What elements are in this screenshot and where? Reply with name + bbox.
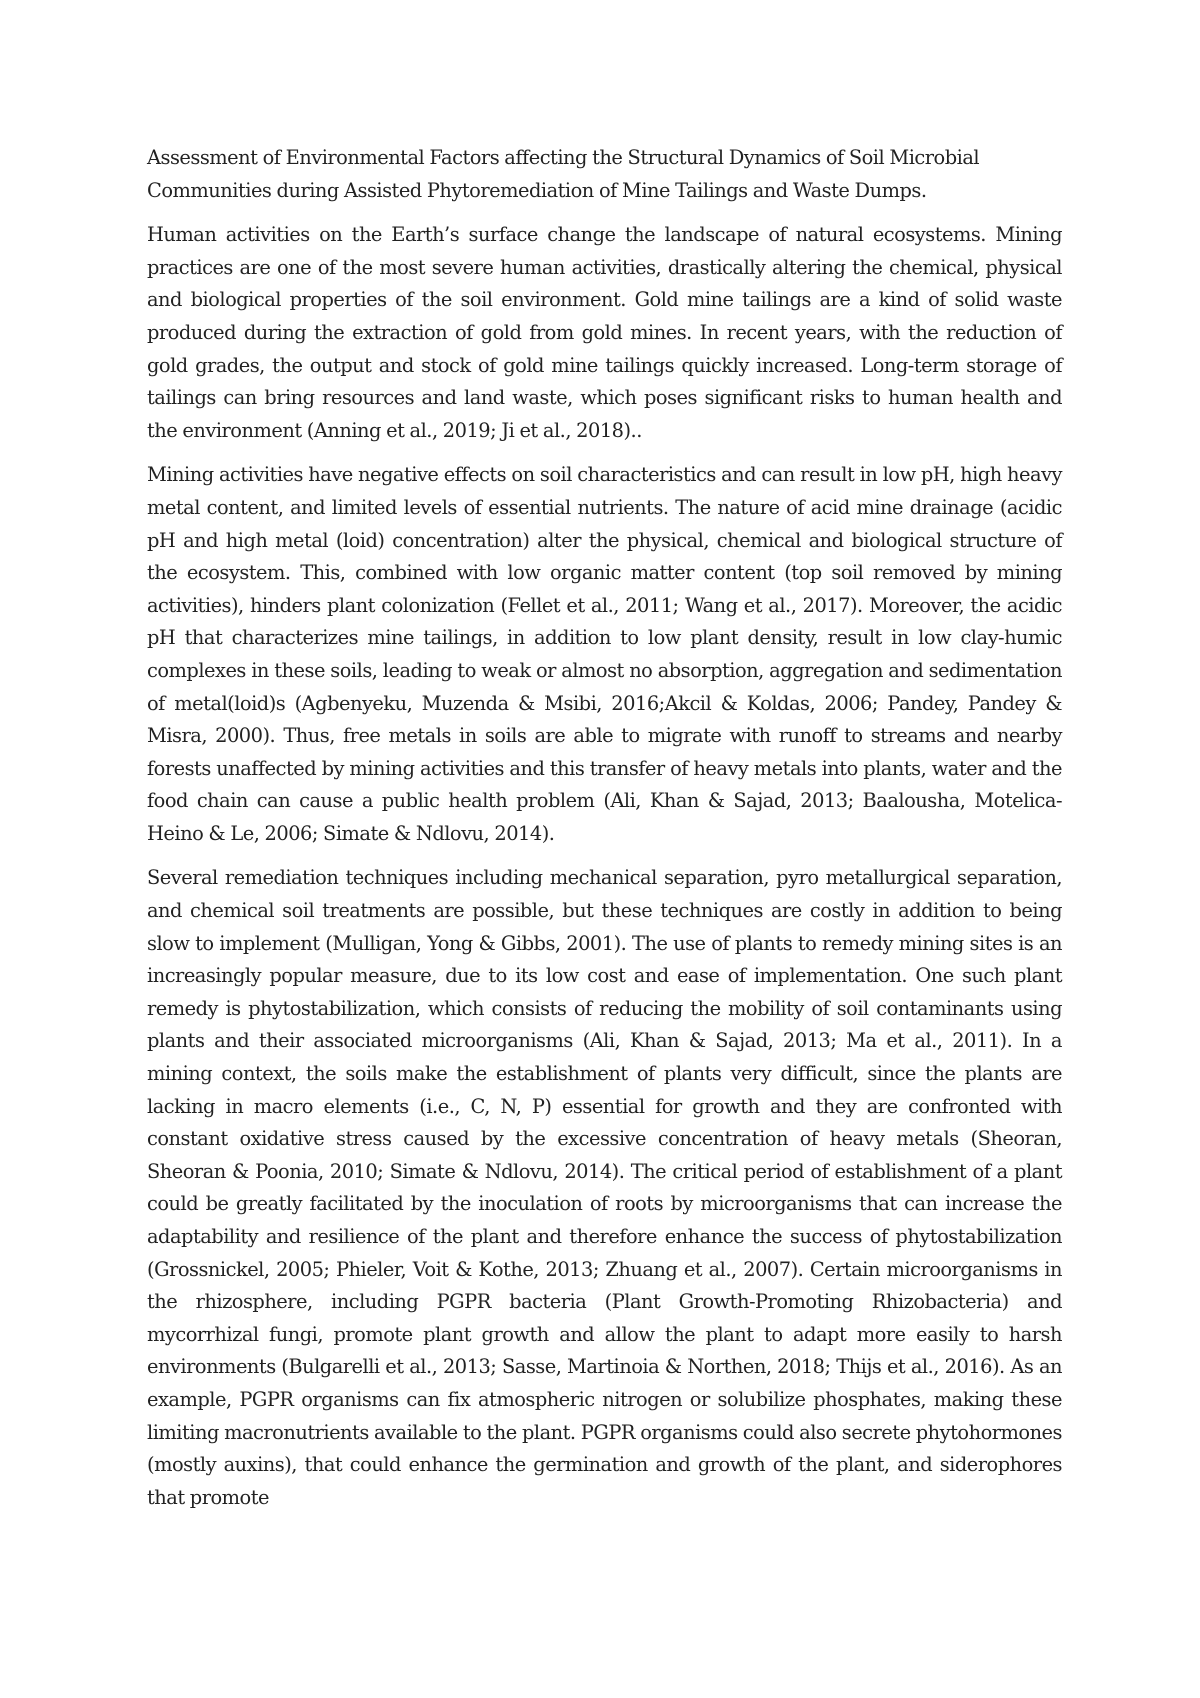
paragraph-human-activities: Human activities on the Earth’s surface change the landscape of natural ecosystems. Mining practices are one of the most severe human activities, drastically altering the chemical, physical and biological properties of the soil environment. Gold mine tailings are a kind of solid waste produced during the extraction of gold from gold mines. In recent years, with the reduction of gold grades, the output and stock of gold mine tailings quickly increased. Long-term storage of tailings can bring resources and land waste, which poses significant risks to human health and the environment (Anning et al., 2019; Ji et al., 2018).. xyxy=(147,223,1062,442)
document-page xyxy=(147,142,1062,1526)
paragraph-remediation-techniques: Several remediation techniques including mechanical separation, pyro metallurgical separation, and chemical soil treatments are possible, but these techniques are costly in addition to being slow to implement (Mulligan, Yong & Gibbs, 2001). The use of plants to remedy mining sites is an increasingly popular measure, due to its low cost and ease of implementation. One such plant remedy is phytostabilization, which consists of reducing the mobility of soil contaminants using plants and their associated microorganisms (Ali, Khan & Sajad, 2013; Ma et al., 2011). In a mining context, the soils make the establishment of plants very difficult, since the plants are lacking in macro elements (i.e., C, N, P) essential for growth and they are confronted with constant oxidative stress caused by the excessive concentration of heavy metals (Sheoran, Sheoran & Poonia, 2010; Simate & Ndlovu, 2014). The critical period of establishment of a plant could be greatly facilitated by the inoculation of roots by microorganisms that can increase the adaptability and resilience of the plant and therefore enhance the success of phytostabilization (Grossnickel, 2005; Phieler, Voit & Kothe, 2013; Zhuang et al., 2007). Certain microorganisms in the rhizosphere, including PGPR bacteria (Plant Growth-Promoting Rhizobacteria) and mycorrhizal fungi, promote plant growth and allow the plant to adapt more easily to harsh environments (Bulgarelli et al., 2013; Sasse, Martinoia & Northen, 2018; Thijs et al., 2016). As an example, PGPR organisms can fix atmospheric nitrogen or solubilize phosphates, making these limiting macronutrients available to the plant. PGPR organisms could also secrete phytohormones (mostly auxins), that could enhance the germination and growth of the plant, and siderophores that promote xyxy=(147,866,1062,1509)
paragraph-mining-effects: Mining activities have negative effects on soil characteristics and can result in low pH, high heavy metal content, and limited levels of essential nutrients. The nature of acid mine drainage (acidic pH and high metal (loid) concentration) alter the physical, chemical and biological structure of the ecosystem. This, combined with low organic matter content (top soil removed by mining activities), hinders plant colonization (Fellet et al., 2011; Wang et al., 2017). Moreover, the acidic pH that characterizes mine tailings, in addition to low plant density, result in low clay-humic complexes in these soils, leading to weak or almost no absorption, aggregation and sedimentation of metal(loid)s (Agbenyeku, Muzenda & Msibi, 2016;Akcil & Koldas, 2006; Pandey, Pandey & Misra, 2000). Thus, free metals in soils are able to migrate with runoff to streams and nearby forests unaffected by mining activities and this transfer of heavy metals into plants, water and the food chain can cause a public health problem (Ali, Khan & Sajad, 2013; Baalousha, Motelica-Heino & Le, 2006; Simate & Ndlovu, 2014). xyxy=(147,463,1062,845)
document-title: Assessment of Environmental Factors affecting the Structural Dynamics of Soil Microbial Communities during Assisted Phytoremediation of Mine Tailings and Waste Dumps. xyxy=(147,146,980,202)
